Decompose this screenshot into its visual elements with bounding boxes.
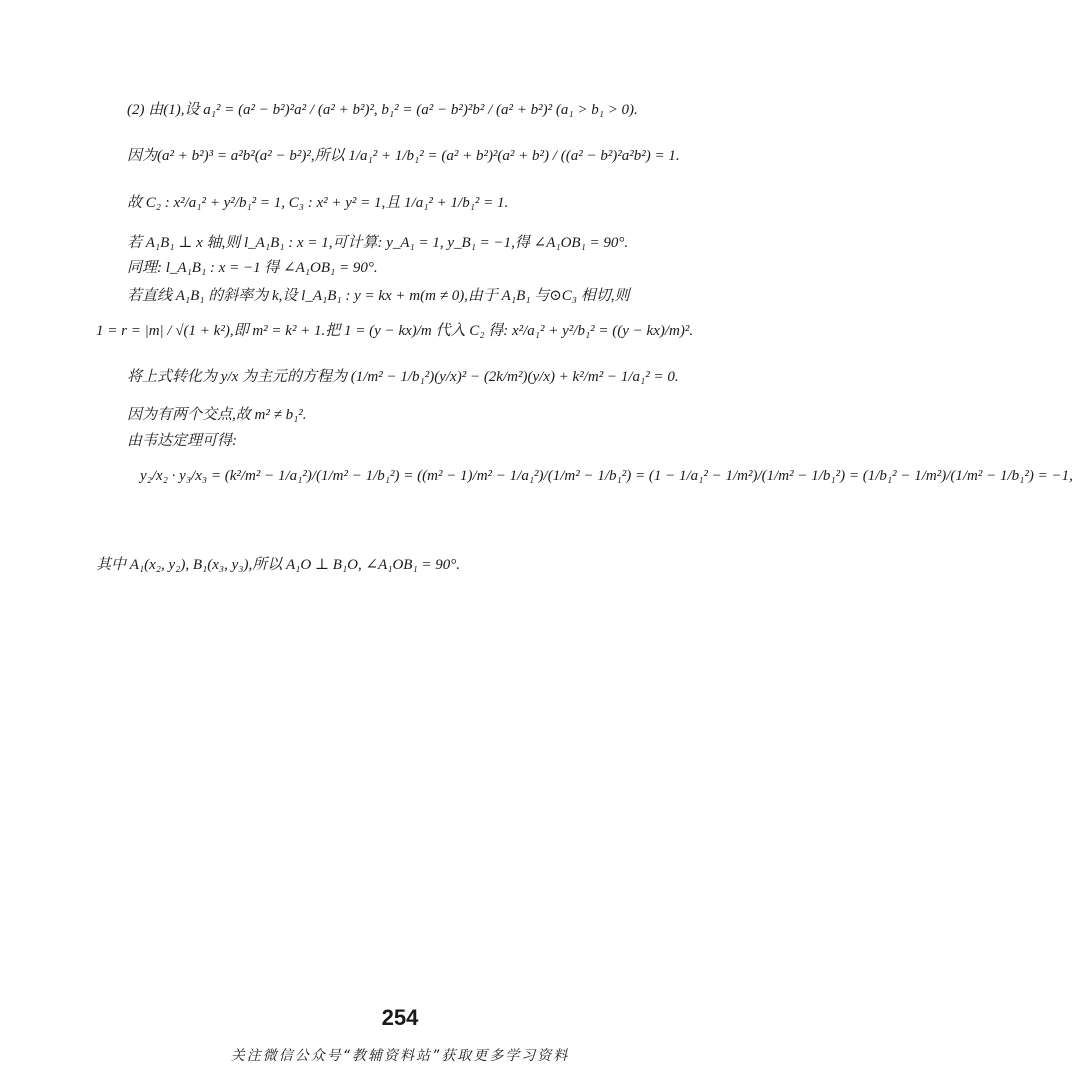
text-line: 同理: l_A₁B₁ : x = −1 得 ∠A₁OB₁ = 90°. <box>127 260 378 276</box>
page-number: 254 <box>381 1005 419 1030</box>
text-line: 其中 A₁(x₂, y₂), B₁(x₃, y₃),所以 A₁O ⊥ B₁O, ∠A₁OB₁ = 90°. <box>96 557 461 573</box>
text-line: 故 C₂ : x²/a₁² + y²/b₁² = 1, C₃ : x² + y² = 1,且 1/a₁² + 1/b₁² = 1. <box>127 195 509 211</box>
text-line: (2) 由(1),设 a₁² = (a² − b²)²a² / (a² + b²)², b₁² = (a² − b²)²b² / (a² + b²)² (a₁ > b₁ > 0). <box>127 102 638 118</box>
text-line: 因为有两个交点,故 m² ≠ b₁². <box>127 407 307 423</box>
text-line: 将上式转化为 y/x 为主元的方程为 (1/m² − 1/b₁²)(y/x)² − (2k/m²)(y/x) + k²/m² − 1/a₁² = 0. <box>127 369 679 385</box>
text-line: 由韦达定理可得: <box>127 433 237 449</box>
text-line: 若直线 A₁B₁ 的斜率为 k,设 l_A₁B₁ : y = kx + m(m ≠ 0),由于 A₁B₁ 与⊙C₃ 相切,则 <box>127 288 630 304</box>
vieta-formula: y₂/x₂ · y₃/x₃ = (k²/m² − 1/a₁²)/(1/m² − 1/b₁²) = ((m² − 1)/m² − 1/a₁²)/(1/m² − 1/b₁²) = (1 − 1/a₁² − 1/m²)/(1/m² − 1/b₁²) = (1/b₁² − 1/m²)/(1/m² − 1/b₁²) = −1, <box>140 468 1073 484</box>
text-line: 若 A₁B₁ ⊥ x 轴,则 l_A₁B₁ : x = 1,可计算: y_A₁ = 1, y_B₁ = −1,得 ∠A₁OB₁ = 90°. <box>127 235 629 251</box>
text-line: 1 = r = |m| / √(1 + k²),即 m² = k² + 1.把 1 = (y − kx)/m 代入 C₂ 得: x²/a₁² + y²/b₁² = ((y − kx)/m)². <box>96 323 694 339</box>
text-line: 因为(a² + b²)³ = a²b²(a² − b²)²,所以 1/a₁² + 1/b₁² = (a² + b²)²(a² + b²) / ((a² − b²)²a²b²) = 1. <box>127 148 680 164</box>
footer-note: 关注微信公众号“教辅资料站”获取更多学习资料 <box>230 1048 570 1064</box>
